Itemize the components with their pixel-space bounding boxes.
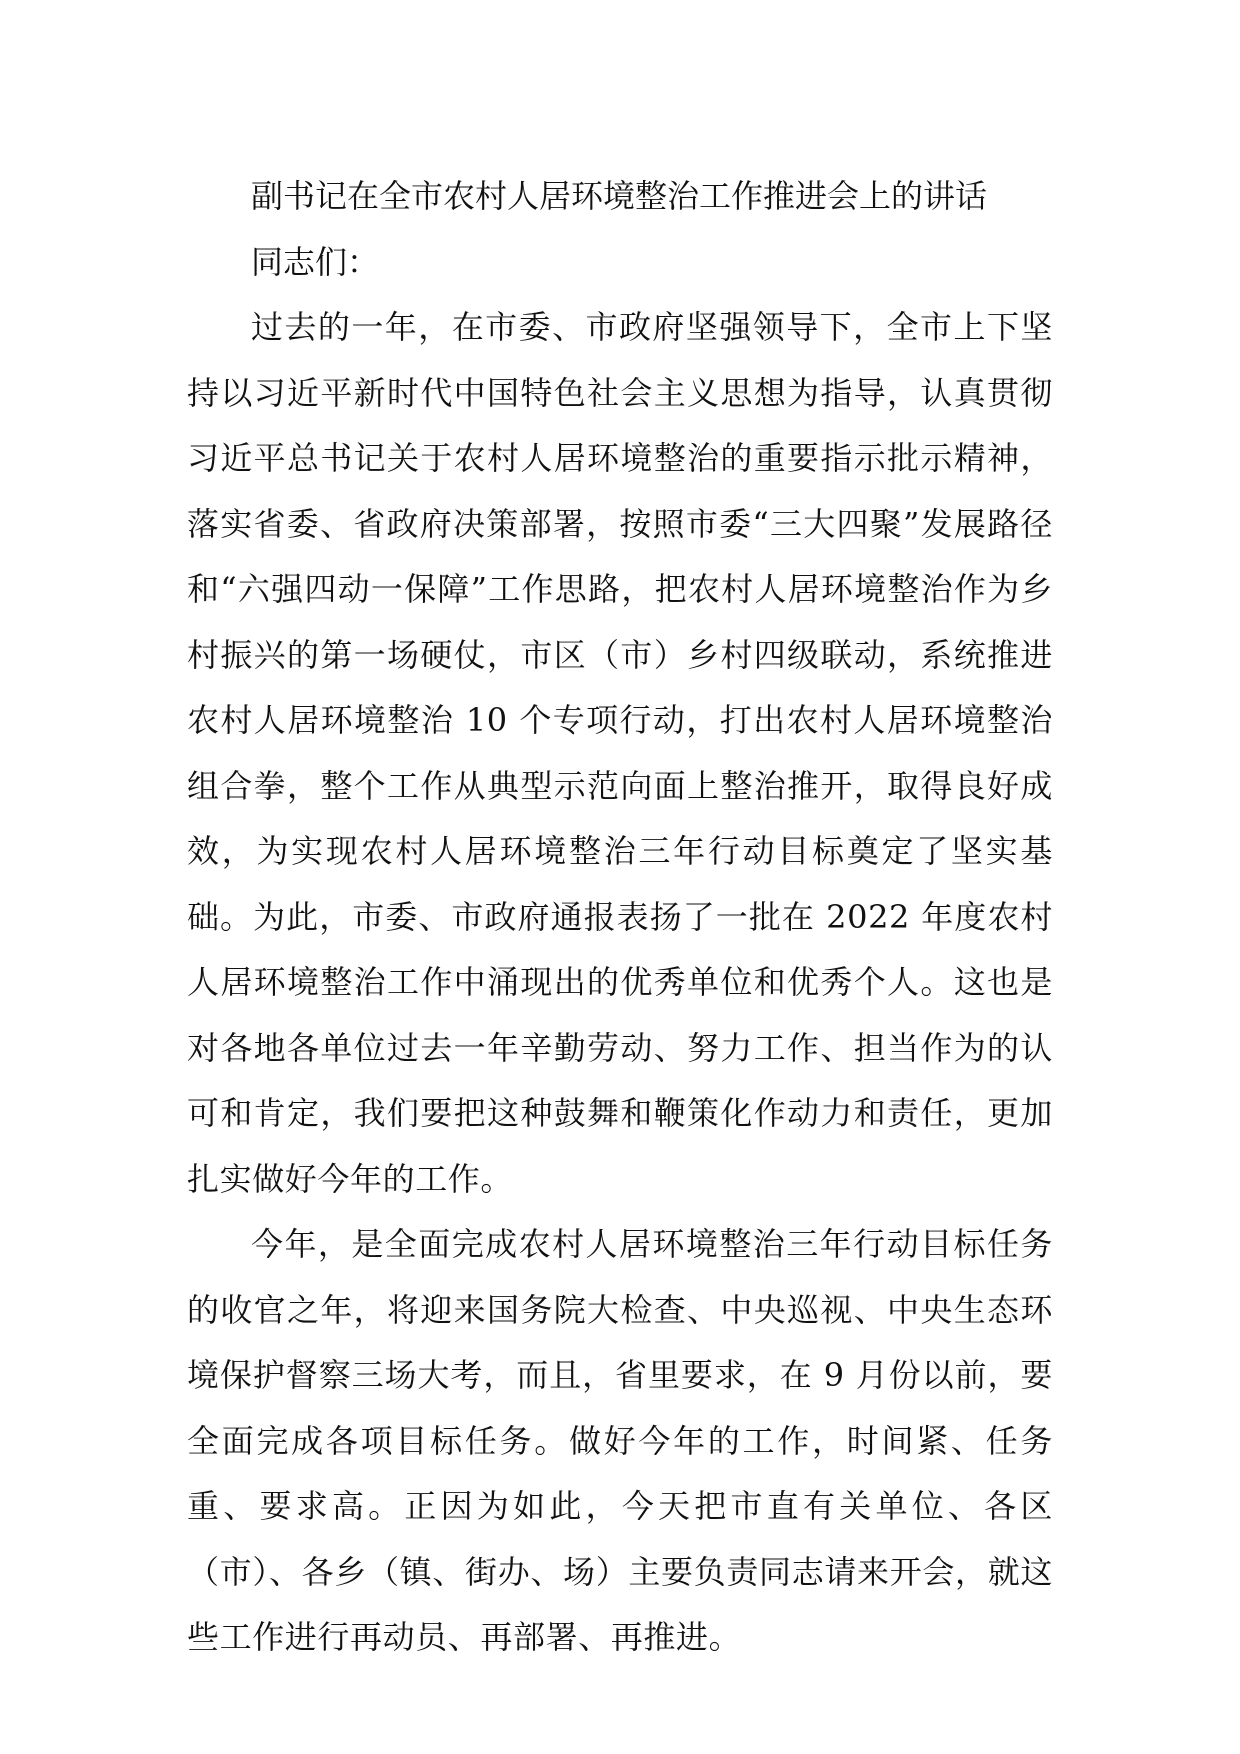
salutation: 同志们： [251, 242, 380, 281]
paragraph-1: 过去的一年，在市委、市政府坚强领导下，全市上下坚持以习近平新时代中国特色社会主义思想为指导，认真贯彻习近平总书记关于农村人居环境整治的重要指示批示精神，落实省委、省政府决策部署，按照市委“三大四聚”发展路径和“六强四动一保障”工作思路，把农村人居环境整治作为乡村振兴的第一场硬仗，市区（市）乡村四级联动，系统推进农村人居环境整治 10 个专项行动，打出农村人居环境整治组合拳，整个工作从典型示范向面上整治推开，取得良好成效，为实现农村人居环境整治三年行动目标奠定了坚实基础。为此，市委、市政府通报表扬了一批在 2022 年度农村人居环境整治工作中涌现出的优秀单位和优秀个人。这也是对各地各单位过去一年辛勤劳动、努力工作、担当作为的认可和肯定，我们要把这种鼓舞和鞭策化作动力和责任，更加扎实做好今年的工作。 [187, 308, 1053, 1198]
paragraph-2: 今年，是全面完成农村人居环境整治三年行动目标任务的收官之年，将迎来国务院大检查、中央巡视、中央生态环境保护督察三场大考，而且，省里要求，在 9 月份以前，要全面完成各项目标任务。做好今年的工作，时间紧、任务重、要求高。正因为如此，今天把市直有关单位、各区（市）、各乡（镇、街办、场）主要负责同志请来开会，就这些工作进行再动员、再部署、再推进。 [187, 1225, 1053, 1656]
document-title: 副书记在全市农村人居环境整治工作推进会上的讲话 [251, 177, 988, 215]
speech-body [187, 164, 1053, 1671]
